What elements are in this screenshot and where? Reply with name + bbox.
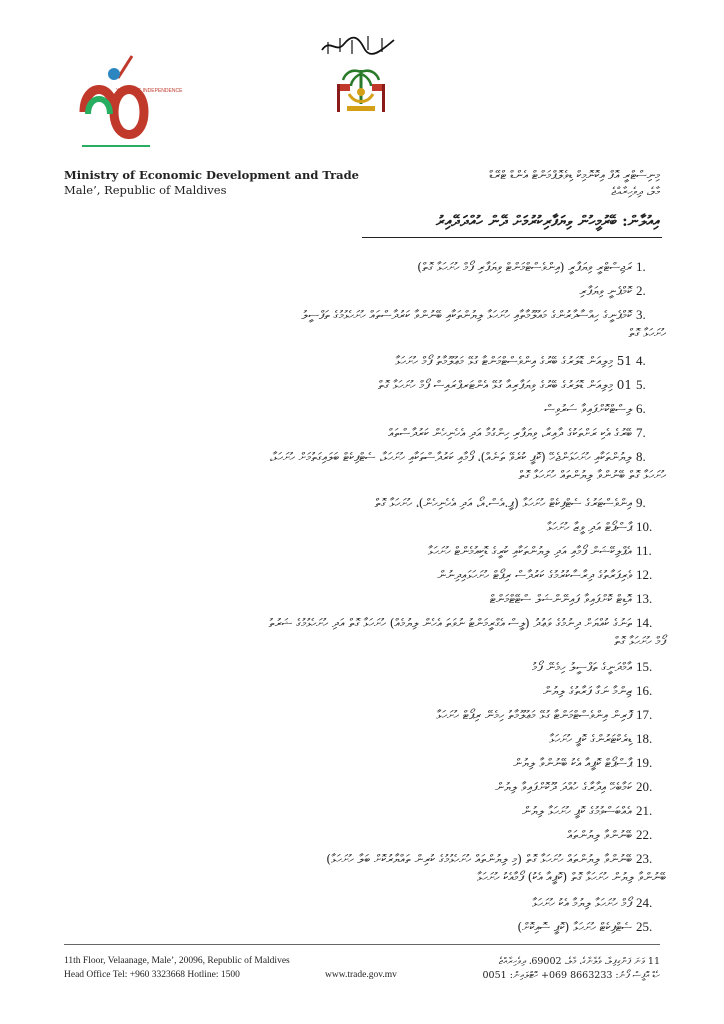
list-item-number: 4. — [636, 353, 646, 368]
list-item-number: 18. — [636, 731, 653, 746]
ministry-name-english: Ministry of Economic Development and Trade — [64, 168, 359, 182]
list-item-text: އޮޑިޓް ކޮށްފައިވާ ފައިނޭންޝަލް ސްޓޭޓްމަންޓް — [489, 592, 632, 606]
list-item-text: 10 މިލިއަން ޑޮލަރުގެ ބޭރުގެ ވިޔަފާރިއާ ގުޅޭ އެންޓަރޕްރައިސް ފޯމް ހުށަހަޅާ ގޮތް — [378, 378, 632, 392]
list-item-number: 22. — [636, 827, 653, 842]
list-item-text: ޕާސްޕޯޓް ކޮޕީއާ އެކު ބޭނުންވާ ލިޔުން — [513, 756, 632, 770]
list-item-number: 13. — [636, 591, 653, 606]
footer-phone-dhivehi: ހެޑް އޮފީސް ފޯނު: 3323668 960+ ހޮޓްލައިން: 1500 — [482, 970, 660, 981]
list-item-text: ޒިންމާ ނަގާ ފަރާތުގެ ލިޔުން — [543, 684, 632, 698]
list-item-text: ބޭނުންވާ ލިޔުންތައް — [566, 828, 632, 842]
list-item-number: 8. — [636, 449, 646, 464]
list-item-number: 17. — [636, 707, 653, 722]
list-item-text: އިންވެސްޓަރުގެ ސެޓްފިކެޓް ހުށަހަޅާ (ޕީ.އެސް.އޯ، އަދި އެހެނިހެން)، ހުށަހަޅާ ގޮތް — [374, 496, 632, 510]
list-item-number: 9. — [636, 495, 646, 510]
list-item-text: ކަމާބެހޭ އިދާރާގެ ހުއްދަ ދޫކޮށްފައިވާ ލިޔުން — [495, 780, 632, 794]
ministry-address-dhivehi: މާލެ، ދިވެހިރާއްޖެ — [611, 185, 660, 198]
list-item-text: ކޮމްޕެނީ ވިޔަފާރި — [579, 284, 632, 298]
list-item-number: 19. — [636, 755, 653, 770]
list-item-number: 24. — [636, 895, 653, 910]
list-item-number: 16. — [636, 683, 653, 698]
list-item-number: 11. — [636, 543, 652, 558]
list-item-text: 15 މިލިއަން ޑޮލަރުގެ ބޭރުގެ އިންވެސްޓްމަންޓާ ގުޅޭ މަޢުލޫމާތު ފޯމް ހުށަހަޅާ — [395, 354, 632, 368]
list-item-text: އާމްދަނީގެ ތަފްސީލު ހިމެނޭ ފޯމު — [532, 660, 632, 674]
list-item-text: ބޭރުގެ އެކި ރަށްތަކުގެ ދާއިރާ، ވިޔަފާރި ހިންގުމާ އަދި އެހެނިހެން ކަރުދާސްތައް — [388, 426, 632, 440]
list-item-number: 23. — [636, 851, 653, 866]
list-item-text: ވެރިފަރާތުގެ ދިރާސާކުރުމުގެ ކަރުދާސް ރިޕޯޓް ހުށަހަޅައިދިނުން — [437, 568, 632, 582]
list-item-number: 2. — [636, 283, 646, 298]
footer-website[interactable]: www.trade.gov.mv — [325, 970, 397, 980]
list-item-text-continued: ހުށަހަޅާ ގޮތް ބޭނުންވާ ލިޔުންތައް ހުށަހަޅާ ގޮތް — [518, 468, 666, 482]
list-item-text: ޕާސްޕޯޓް އަދި ވީޒާ ހުށަހަޅާ — [546, 520, 632, 534]
footer-divider — [64, 944, 660, 945]
independence-anniversary-logo — [74, 52, 183, 152]
document-heading: އިއުލާން: ބޭރުމީހުން ވިޔަފާރިކުރުމަށް ދޭން ހުއްދަދޭއިރު — [435, 212, 660, 230]
list-item-text-continued: ފޯމް ހުށަހަޅާ ގޮތް — [614, 634, 666, 648]
list-item-text: ލިސްޓްކޮށްފައިވާ ސަރުވިސް — [544, 402, 632, 416]
list-item-number: 10. — [636, 519, 653, 534]
list-item-text: ސެޓްފިކެޓް ހުށަހަޅާ (ކޮޕީ ސޮއިކޮށް) — [517, 920, 632, 934]
list-item-number: 20. — [636, 779, 653, 794]
footer-address-dhivehi: 11 ވަނަ ފަންގިފިލާ، ވެލާނާގެ، މާލެ، 20096، ދިވެހިރާއްޖެ — [498, 956, 660, 967]
list-item-text-continued: ބޭނުންވާ ލިޔުން ހުށަހަޅާ ގޮތް (ކޮޕީއާ އެކު) ފޯމާއެކު ހުށަހަޅާ — [476, 870, 666, 884]
list-item-number: 14. — [636, 615, 653, 630]
logo-caption: YEARS OF INDEPENDENCE — [116, 88, 183, 94]
ministry-address-english: Male’, Republic of Maldives — [64, 183, 227, 197]
ministry-name-dhivehi: މިނިސްޓްރީ އޮފް އިކޮނޮމިކް ޑިވެލޮޕްމަންޓް އެންޑް ޓްރޭޑް — [489, 168, 660, 182]
list-item-number: 12. — [636, 567, 653, 582]
heading-underline — [362, 237, 662, 238]
list-item-number: 7. — [636, 425, 646, 440]
footer-phone-english: Head Office Tel: +960 3323668 Hotline: 1500 — [64, 970, 240, 980]
list-item-text: އެއްބަސްވުމުގެ ކޮޕީ ހުށަހަޅާ ލިޔުން — [522, 804, 632, 818]
footer-address-english: 11th Floor, Velaanage, Male’, 20096, Republic of Maldives — [64, 956, 290, 966]
list-item-number: 6. — [636, 401, 646, 416]
list-item-text: ކޮމްޕެނީގެ ހިއްސާދާރުންގެ މައުލޫމާތާއި ހުށަހަޅާ ލިޔުންތަކާއި ބޭނުންވާ ކަރުދާސްތައް ހުށަހެޅުމުގެ ތަފްސީލު — [301, 308, 632, 322]
list-item-text: ތަނުގެ ކުއްޔަށް ދިނުމުގެ ވަޢުދު (ލީސް އެގްރީމަންޓު ނުވަތަ އެހެން ލިޔުމެއް) ހުށަހަޅާ ގޮތް އަދި ހުށަހެޅުމުގެ ޝަރުތު — [268, 616, 632, 630]
list-item-number: 1. — [636, 259, 646, 274]
list-item-number: 5. — [636, 377, 646, 392]
list-item-number: 21. — [636, 803, 653, 818]
bismillah-calligraphy — [318, 30, 398, 60]
list-item-text: ފޯމް ހުށަހަޅާ ލިޔުމާ އެކު ހުށަހަޅާ — [532, 896, 632, 910]
state-emblem — [333, 64, 389, 116]
list-item-text: ފޮރިން އިންވެސްޓްމަންޓާ ގުޅޭ މަޢުލޫމާތު ހިމެނޭ ރިޕޯޓް ހުށަހަޅާ — [436, 708, 632, 722]
list-item-number: 25. — [636, 919, 653, 934]
list-item-text: ރަޖިސްޓްރީ ވިޔަފާރީ (އިންވެސްޓްމަންޓް ވިޔަފާރި ފޯމް ހުށަހަޅާ ގޮތް) — [417, 260, 632, 274]
list-item-number: 3. — [636, 307, 646, 322]
list-item-text: ބޭނުންވާ ލިޔުންތައް ހުށަހަޅާ ގޮތް (މި ލިޔުންތައް ހުށަހެޅުމުގެ ކުރިން ތައްޔާރުކޮށް ބަލާ ހުށަހަޅާ) — [326, 852, 632, 866]
list-item-text: ޑިރެކްޓަރުންގެ ކޮޕީ ހުށަހަޅާ — [549, 732, 632, 746]
list-item-text: ލިޔުންތަކާއި ހުށަހަޅަންޖެހޭ (ކޮޕީ ކުރެވޭ ތަނެއް)، ފޯމާއި ކަރުދާސްތަކާއި ހުށަހަޅާ، ސެޓްފިކެޓް ބަލައިގަތުމަށް ހުށަހަޅާ، — [269, 450, 632, 464]
list-item-number: 15. — [636, 659, 653, 674]
list-item-text-continued: ހުށަހަޅާ ގޮތް — [628, 326, 666, 340]
list-item-text: އެޕްލިކޭޝަން ފޯމާއި އަދި ލިޔުންތަކާއި ކުރީގެ ޑޮކިއުމެންޓް ހުށަހަޅާ — [427, 544, 632, 558]
